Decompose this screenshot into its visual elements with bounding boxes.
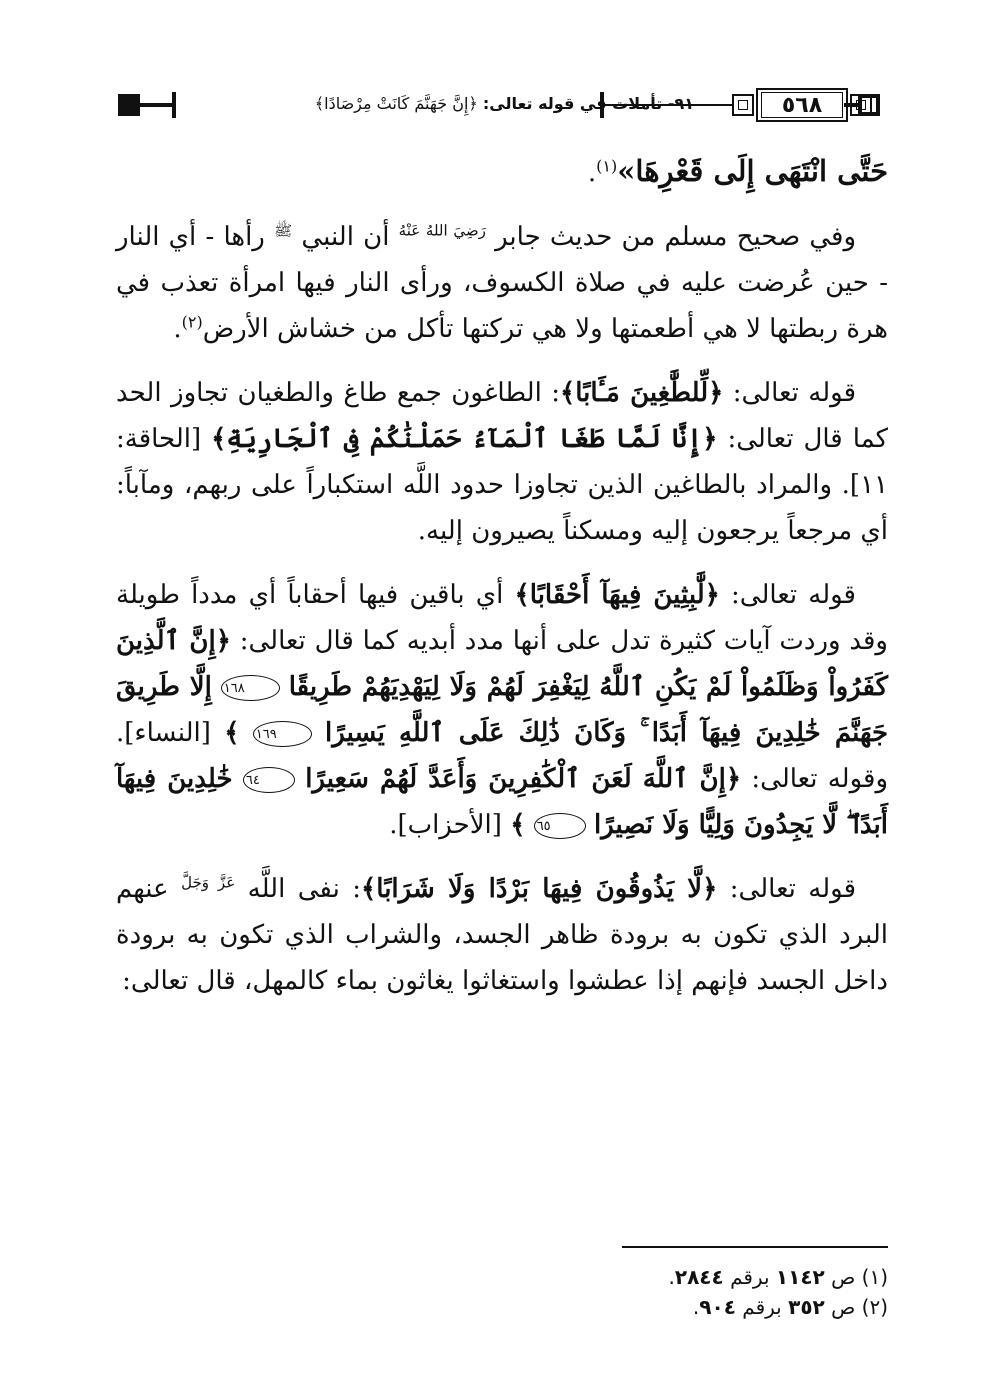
footnote-2 <box>116 1292 888 1322</box>
text-segment: [الحاقة: ١١]. والمراد بالطاغين الذين تجاوزا حدود اللَّه استكباراً على ربهم، ومآباً: أي مرجعاً يرجعون إليه ومسكناً يصيرون إليه. <box>116 424 888 546</box>
header-title <box>314 89 694 119</box>
text-segment: : الطاغون جمع طاغ والطغيان تجاوز الحد كما قال تعالى: <box>116 378 889 454</box>
honorific-salla: ﷺ <box>274 221 293 240</box>
ayah-number-marker: ٦٥ <box>534 813 586 839</box>
period: . <box>173 314 182 344</box>
text-segment: أن النبي <box>301 222 390 252</box>
footnote-ref-2[interactable]: (٢) <box>181 312 203 332</box>
footnote-1 <box>116 1262 888 1292</box>
ayah-number-marker: ١٦٨ <box>221 675 280 701</box>
text-segment: [النساء]. وقوله تعالى: <box>116 718 889 794</box>
honorific-radiallahu: رَضِيَ اللهُ عَنْهُ <box>398 221 486 240</box>
quran-verse: إِلَّا طَرِيقَ جَهَنَّمَ خَٰلِدِينَ فِيهَآ أَبَدًا ۚ وَكَانَ ذَٰلِكَ عَلَى ٱللَّهِ يَسِيرًا <box>116 672 889 748</box>
footnote-label: (٢) ص <box>831 1295 888 1319</box>
frame-knot-right <box>850 94 872 116</box>
footnote-mid: برقم <box>742 1295 782 1319</box>
quran-verse: ﴿لِّلطَّٰغِينَ مَـَٔابًا﴾ <box>560 378 724 408</box>
footnotes <box>116 1262 888 1322</box>
frame-knot-left <box>732 94 754 116</box>
footnote-page: ١١٤٢ <box>775 1265 825 1289</box>
paragraph-opening <box>116 148 888 196</box>
footnote-label: (١) ص <box>831 1265 888 1289</box>
quran-verse: ﴿لَّٰبِثِينَ فِيهَآ أَحْقَابًا﴾ <box>514 580 720 610</box>
text-segment: [الأحزاب]. <box>389 810 502 840</box>
text-segment: قوله تعالى: <box>732 378 857 408</box>
footnote-ref-1[interactable]: (١) <box>596 156 618 176</box>
footnote-separator <box>622 1246 888 1248</box>
header-rule-left <box>140 103 172 107</box>
quran-verse: ﴿لَّا يَذُوقُونَ فِيهَا بَرْدًا وَلَا شَرَابًا﴾ <box>361 874 718 904</box>
quran-verse: ﴿إِنَّ ٱللَّهَ لَعَنَ ٱلْكَٰفِرِينَ وَأَعَدَّ لَهُمْ سَعِيرًا <box>305 764 742 794</box>
paragraph-la-yadhuqun <box>116 866 888 1004</box>
hadith-ending: حَتَّى انْتَهَى إِلَى قَعْرِهَا» <box>617 154 888 188</box>
quran-verse: ﴿إِنَّ ٱلَّذِينَ كَفَرُواْ وَظَلَمُواْ لَمْ يَكُنِ ٱللَّهُ لِيَغْفِرَ لَهُمْ وَلَا لِيَهْدِيَهُمْ طَرِيقًا <box>116 626 889 702</box>
header-square-ornament-left <box>118 94 140 116</box>
footnote-number: ٢٨٤٤ <box>674 1265 724 1289</box>
text-segment: وفي صحيح مسلم من حديث جابر <box>495 222 857 252</box>
page-number-frame <box>728 86 876 124</box>
ayah-number-marker: ٦٤ <box>243 767 295 793</box>
footnote-page: ٣٥٢ <box>788 1295 825 1319</box>
verse-close-brace: ﴾ <box>224 718 240 748</box>
text-segment: أي باقين فيها أحقاباً أي مدداً طويلة وقد وردت آيات كثيرة تدل على أنها مدد أبديه كما قال تعالى: <box>116 580 888 656</box>
period: . <box>587 158 597 188</box>
text-segment: قوله تعالى: <box>731 580 856 610</box>
page-number: ٥٦٨ <box>761 92 843 118</box>
running-header <box>116 86 888 124</box>
header-bar-divider-left <box>172 92 176 118</box>
paragraph-muslim-hadith <box>116 214 888 352</box>
text-segment: عنهم البرد الذي تكون به برودة ظاهر الجسد، والشراب الذي تكون به برودة داخل الجسد فإنهم إذا عطشوا واستغاثوا يغاثون بماء كالمهل، قال تعالى: <box>116 874 888 996</box>
honorific-azza-wajal: عَزَّ وَجَلَّ <box>181 873 236 892</box>
paragraph-labithin <box>116 572 888 848</box>
page-body <box>116 148 888 1022</box>
text-segment: رأها - أي النار - حين عُرضت عليه في صلاة الكسوف، ورأى النار فيها امرأة تعذب في هرة ربطتها لا هي أطعمتها ولا هي تركتها تأكل من خشاش الأرض <box>116 222 888 344</box>
period: . <box>668 1265 675 1289</box>
verse-close-brace: ﴾ <box>510 810 526 840</box>
text-segment: : نفى اللَّه <box>247 874 362 904</box>
footnote-number: ٩٠٤ <box>699 1295 736 1319</box>
footnote-mid: برقم <box>730 1265 770 1289</box>
header-title-prefix: ٩١- تأملات في قوله تعالى: <box>482 94 694 113</box>
period: . <box>692 1295 700 1319</box>
quran-verse: خَٰلِدِينَ فِيهَآ أَبَدًا ۖ لَّا يَجِدُونَ وَلِيًّا وَلَا نَصِيرًا <box>116 764 888 840</box>
ayah-number-marker: ١٦٩ <box>253 721 312 747</box>
quran-verse: ﴿إِنَّا لَمَّا طَغَا ٱلْمَآءُ حَمَلْنَٰكُمْ فِى ٱلْجَارِيَةِ﴾ <box>211 424 718 454</box>
text-segment: قوله تعالى: <box>729 874 857 904</box>
paragraph-taghin <box>116 370 888 554</box>
header-title-verse: ﴿إِنَّ جَهَنَّمَ كَانَتْ مِرْصَادًا﴾ <box>314 94 478 113</box>
